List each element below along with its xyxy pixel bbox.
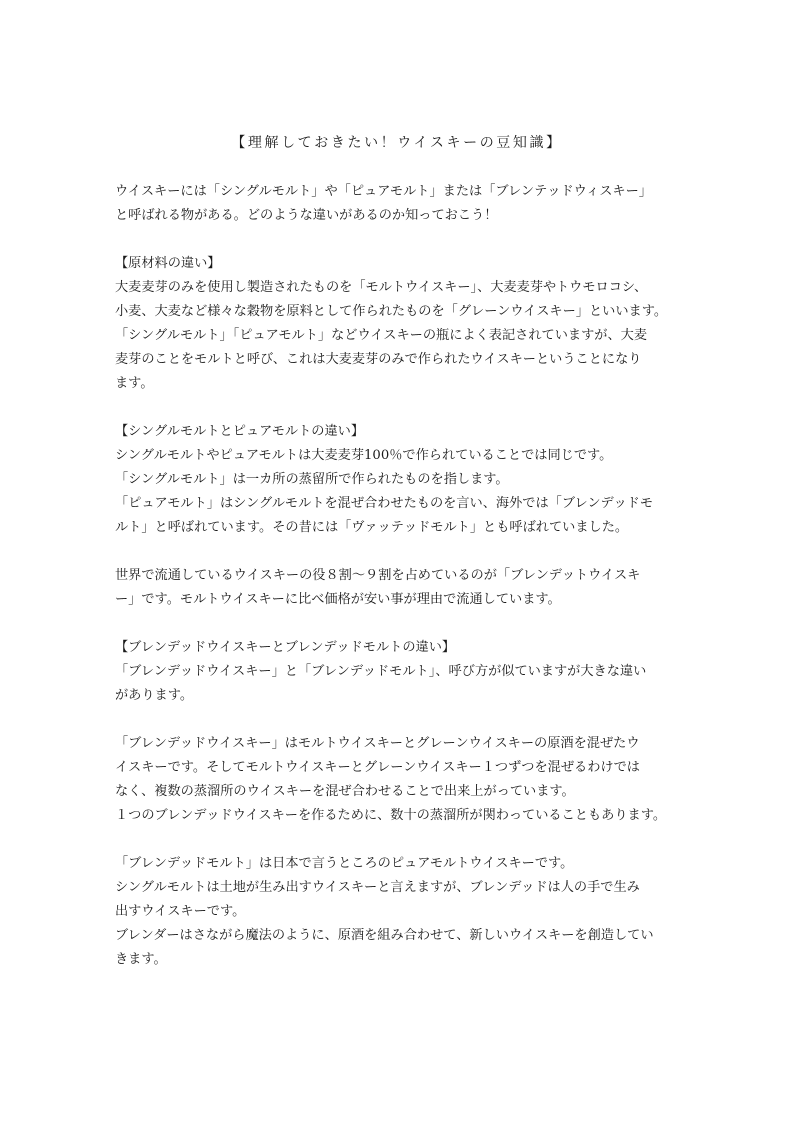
blended-malt-line-3: 出すウイスキーです。 <box>115 904 246 919</box>
market-share-line-2: ー」です。モルトウイスキーに比べ価格が安い事が理由で流通しています。 <box>115 592 561 607</box>
blended-malt-line-4: ブレンダーはさながら魔法のように、原酒を組み合わせて、新しいウイスキーを創造してい <box>115 928 654 943</box>
single-vs-pure-line-4: ルト」と呼ばれています。その昔には「ヴァッテッドモルト」とも呼ばれていました。 <box>115 520 629 535</box>
paragraph-spacer <box>115 396 695 420</box>
single-vs-pure-heading: 【シングルモルトとピュアモルトの違い】 <box>115 424 365 439</box>
intro-line-2: と呼ばれる物がある。どのような違いがあるのか知っておこう！ <box>115 208 498 223</box>
single-vs-pure-line-1: シングルモルトやピュアモルトは大麦麦芽100％で作られていることでは同じです。 <box>115 448 613 463</box>
raw-materials-line-4: 麦芽のことをモルトと呼び、これは大麦麦芽のみで作られたウイスキーということになり <box>115 352 642 367</box>
raw-materials-line-1: 大麦麦芽のみを使用し製造されたものを「モルトウイスキー」、大麦麦芽やトウモロコシ、 <box>115 280 648 295</box>
blended-malt-line-5: きます。 <box>115 952 167 967</box>
blended-whisky-line-1: 「ブレンデッドウイスキー」はモルトウイスキーとグレーンウイスキーの原酒を混ぜたウ <box>115 736 640 751</box>
paragraph-spacer <box>115 540 695 564</box>
single-vs-pure-line-2: 「シングルモルト」は一カ所の蒸留所で作られたものを指します。 <box>115 472 509 487</box>
blended-diff-line-1: 「ブレンデッドウイスキー」と「ブレンデッドモルト」、呼び方が似ていますが大きな違い <box>115 664 647 679</box>
paragraph-spacer <box>115 708 695 732</box>
raw-materials-heading: 【原材料の違い】 <box>115 256 221 271</box>
raw-materials-line-5: ます。 <box>115 376 154 391</box>
document-body <box>115 180 695 972</box>
blended-diff-heading: 【ブレンデッドウイスキーとブレンデッドモルトの違い】 <box>115 640 456 655</box>
single-vs-pure-line-3: 「ピュアモルト」はシングルモルトを混ぜ合わせたものを言い、海外では「ブレンデッドモ <box>115 496 654 511</box>
paragraph-spacer <box>115 828 695 852</box>
document-title: 【理解しておきたい！ウイスキーの豆知識】 <box>231 135 563 151</box>
paragraph-spacer <box>115 612 695 636</box>
blended-diff-line-2: があります。 <box>115 688 194 703</box>
blended-whisky-line-4: １つのブレンデッドウイスキーを作るために、数十の蒸溜所が関わっていることもあります。 <box>115 808 667 823</box>
paragraph-spacer <box>115 228 695 252</box>
blended-whisky-line-2: イスキーです。そしてモルトウイスキーとグレーンウイスキー１つずつを混ぜるわけでは <box>115 760 640 775</box>
raw-materials-line-2: 小麦、大麦など様々な穀物を原料として作られたものを「グレーンウイスキー」といいます。 <box>115 304 668 319</box>
raw-materials-line-3: 「シングルモルト」「ピュアモルト」などウイスキーの瓶によく表記されていますが、大麦 <box>115 328 648 343</box>
blended-malt-line-2: シングルモルトは土地が生み出すウイスキーと言えますが、ブレンデッドは人の手で生み <box>115 880 640 895</box>
intro-line-1: ウイスキーには「シングルモルト」や「ピュアモルト」または「ブレンテッドウィスキー」 <box>115 184 652 199</box>
market-share-line-1: 世界で流通しているウイスキーの役８割～９割を占めているのが「ブレンデットウイスキ <box>115 568 641 583</box>
blended-whisky-line-3: なく、複数の蒸溜所のウイスキーを混ぜ合わせることで出来上がっています。 <box>115 784 575 799</box>
blended-malt-line-1: 「ブレンデッドモルト」は日本で言うところのピュアモルトウイスキーです。 <box>115 856 574 871</box>
